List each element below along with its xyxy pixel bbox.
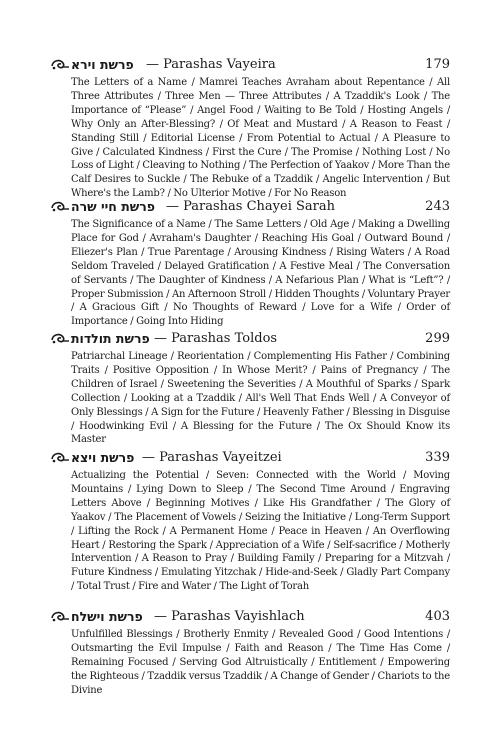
toc-section-vayeira [50,56,450,201]
section-title: — Parashas Chayei Sarah [166,199,335,214]
section-hebrew-title: פרשת וירא [71,57,134,72]
page-number: 299 [425,331,450,346]
ornament-icon [50,199,70,215]
section-hebrew-title: פרשת ויצא [71,450,135,465]
ornament-icon [50,450,70,466]
section-heading [50,330,450,350]
section-heading [50,608,450,628]
section-title: — Parashas Vayishlach [154,609,305,624]
ornament-icon [50,57,70,73]
section-topics: Unfulfilled Blessings / Brotherly Enmity / Revealed Good / Good Intentions / Outsmarting the Evil Impulse / Faith and Reason / The Time Has Come / Remaining Focused / Serving God Altruistically / Entitlement / Empowering the Righteous / Tzaddik versus Tzaddik / A Change of Gender / Chariots to the Divine [71,629,450,696]
section-topics: Patriarchal Lineage / Reorientation / Complementing His Father / Combining Traits / Positive Opposition / In Whose Merit? / Pains of Pregnancy / The Children of Israel / Sweetening the Severities / A Mouthful of Sparks / Spark Collection / Looking at a Tzaddik / All's Well That Ends Well / A Conveyor of Only Blessings / A Sign for the Future / Heavenly Father / Blessing in Disguise / Hoodwinking Evil / A Blessing for the Future / The Ox Should Know its Master [71,351,450,446]
section-topics: The Significance of a Name / The Same Letters / Old Age / Making a Dwelling Place for God / Avraham's Daughter / Reaching His Goal / Outward Bound / Eliezer's Plan / True Parentage / Arousing Kindness / Rising Waters / A Road Seldom Traveled / Delayed Gratification / A Festive Meal / The Conversation of Servants / The Daughter of Kindness / A Nefarious Plan / What is “Left”? / Proper Submission / An Afternoon Stroll / Hidden Thoughts / Voluntary Prayer / A Gracious Gift / No Thoughts of Reward / Love for a Wife / Order of Importance / Going Into Hiding [71,219,450,328]
toc-section-vayishlach [50,608,450,698]
page-number: 339 [425,450,450,465]
section-heading [50,449,450,469]
section-title: — Parashas Vayeira [146,57,276,72]
toc-section-toldos [50,330,450,447]
toc-section-vayeitzei [50,449,450,594]
ornament-icon [50,331,70,347]
section-heading [50,198,450,218]
section-hebrew-title: פרשת חיי שרה [71,199,156,214]
section-hebrew-title: פרשת תולדות [71,331,150,346]
page-number: 403 [425,609,450,624]
section-title: — Parashas Vayeitzei [142,450,282,465]
page-number: 243 [425,199,450,214]
section-title: — Parashas Toldos [154,331,278,346]
ornament-icon [50,609,70,625]
section-topics: Actualizing the Potential / Seven: Connected with the World / Moving Mountains / Lying Down to Sleep / The Second Time Around / Engraving Letters Above / Beginning Motives / Like His Grandfather / The Glory of Yaakov / The Placement of Vowels / Seizing the Initiative / Long-Term Support / Lifting the Rock / A Permanent Home / Peace in Heaven / An Overflowing Heart / Restoring the Spark / Appreciation of a Wife / Self-sacrifice / Motherly Intervention / A Reason to Pray / Building Family / Preparing for a Mitzvah / Future Kindness / Emulating Yitzchak / Hide-and-Seek / Gladly Part Company / Total Trust / Fire and Water / The Light of Torah [71,470,450,593]
section-topics: The Letters of a Name / Mamrei Teaches Avraham about Repentance / All Three Attributes / Three Men — Three Attributes / A Tzaddik's Look / The Importance of “Please” / Angel Food / Waiting to Be Told / Hosting Angels / Why Only an After-Blessing? / Of Meat and Mustard / A Reason to Feast / Standing Still / Editorial License / From Potential to Actual / A Pleasure to Give / Calculated Kindness / First the Cure / The Promise / Nothing Lost / No Loss of Light / Cleaving to Nothing / The Perfection of Yaakov / More Than the Calf Desires to Suckle / The Rebuke of a Tzaddik / Angelic Intervention / But Where's the Lamb? / No Ulterior Motive / For No Reason [71,77,450,200]
toc-section-chayei-sarah [50,198,450,329]
page-number: 179 [425,57,450,72]
section-heading [50,56,450,76]
section-hebrew-title: פרשת וישלח [71,609,143,624]
